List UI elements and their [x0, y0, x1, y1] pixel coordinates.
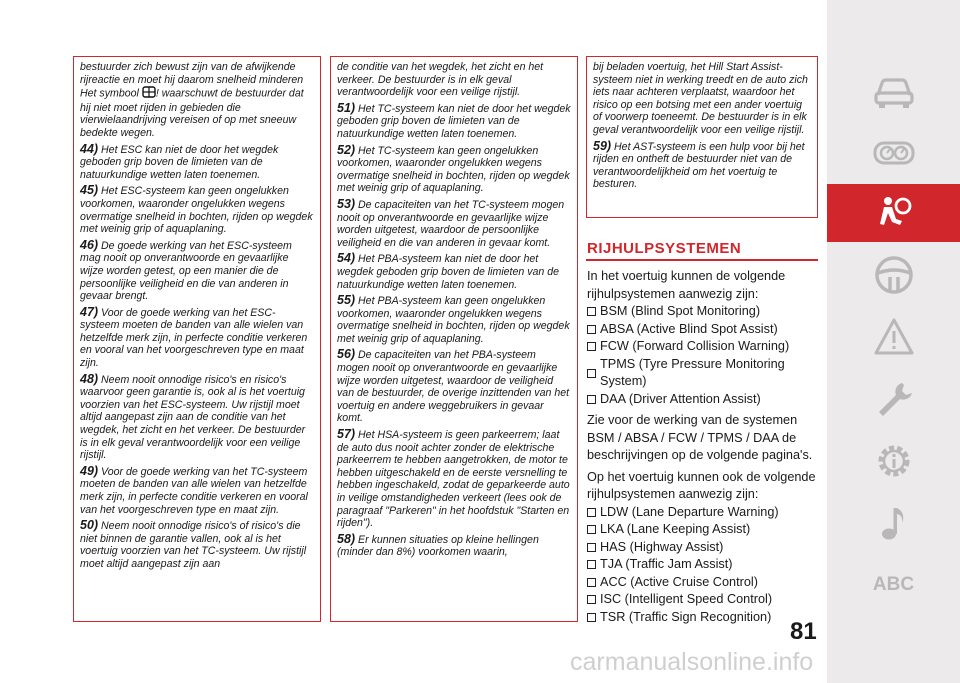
- assist-list-item-label: ABSA (Active Blind Spot Assist): [600, 321, 778, 336]
- four-wheel-drive-symbol-icon: [142, 86, 156, 102]
- note-number: 48): [80, 371, 99, 386]
- assist-list-item-label: LKA (Lane Keeping Assist): [600, 522, 751, 536]
- warning-note: [337, 428, 571, 530]
- assist-list-item: [587, 539, 822, 557]
- bullet-square-icon: [587, 325, 596, 334]
- assist-middle-text: Zie voor de werking van de systemen BSM / ABSA / FCW / TPMS / DAA de beschrijvingen op de volgende pagina's.: [587, 413, 813, 462]
- assist-list-item-label: HAS (Highway Assist): [600, 539, 724, 554]
- warning-box-column-2: [330, 56, 578, 622]
- note-text: Het ESC kan niet de door het wegdek geboden grip boven de limieten van de natuurkundige wetten laten toenemen.: [80, 143, 279, 181]
- airbag-person-icon[interactable]: [827, 188, 960, 238]
- note-number: 49): [80, 463, 99, 478]
- bullet-square-icon: [587, 307, 596, 316]
- assist-list-1: [587, 303, 822, 408]
- col1-intro-text-a: bestuurder zich bewust zijn van de afwijkende rijreactie en moet hij daarom snelheid minderen Het symbool: [80, 61, 304, 100]
- car-icon[interactable]: [827, 66, 960, 116]
- warning-note: [337, 102, 571, 141]
- warning-note: [80, 373, 314, 462]
- note-text: De goede werking van het ESC-systeem mag nooit op onverantwoorde en gevaarlijke wijze worden getest, op een manier die de persoonlijke veiligheid en die van anderen in gevaar brengt.: [80, 239, 292, 303]
- note-text: Neem nooit onnodige risico's en risico's waarvoor geen garantie is, ook al is het voertuig voorzien van het ESC-systeem. Uw rijstijl moet altijd aangepast zijn aan de conditie van het wegdek, het zicht en het verkeer. De bestuurder is in elk geval verantwoordelijk voor een veilige rijstijl.: [80, 373, 306, 462]
- bullet-square-icon: [587, 595, 596, 604]
- bullet-square-icon: [587, 578, 596, 587]
- note-text: Voor de goede werking van het TC-systeem moeten de banden van alle wielen van hetzelfde merk zijn, in perfecte conditie verkeren en vooral van het voorgeschreven type en maat zijn.: [80, 465, 308, 516]
- warning-box-column-1: [73, 56, 321, 622]
- assist-list-item: [587, 391, 822, 409]
- assist-list-item-label: DAA (Driver Attention Assist): [600, 391, 761, 406]
- col3-intro: bij beladen voertuig, het Hill Start Assist-systeem niet in werking treedt en de auto zich iets naar achteren verplaatst, waardoor het risico op een botsing met een ander voertuig of voorwerp toeneemt. De bestuurder is in elk geval verantwoordelijk voor een veilige rijstijl.: [593, 61, 808, 136]
- music-note-icon[interactable]: [827, 498, 960, 548]
- assist-list-item-label: TSR (Traffic Sign Recognition): [600, 609, 772, 624]
- note-number: 44): [80, 141, 99, 156]
- col1-notes: [80, 143, 314, 571]
- bullet-square-icon: [587, 395, 596, 404]
- warning-note: [337, 533, 571, 559]
- assist-list-item: [587, 574, 822, 592]
- assist-section-body: [587, 268, 822, 626]
- steering-wheel-icon[interactable]: [827, 250, 960, 300]
- assist-list-item-label: ACC (Active Cruise Control): [600, 574, 758, 589]
- warning-note: [80, 465, 314, 516]
- bullet-square-icon: [587, 525, 596, 534]
- note-number: 57): [337, 427, 356, 442]
- bullet-square-icon: [587, 342, 596, 351]
- assist-list-item-label: LDW (Lane Departure Warning): [600, 504, 779, 519]
- col1-intro-text-b: waarschuwt de bestuurder dat hij niet moet rijden in gebieden die vierwielaandrijving vereisen of op met sneeuw bedekte wegen.: [80, 87, 304, 139]
- assist-list-item: [587, 521, 822, 539]
- page-number: 81: [790, 618, 817, 645]
- wrench-icon[interactable]: [827, 374, 960, 424]
- note-text: Het HSA-systeem is geen parkeerrem; laat de auto dus nooit achter zonder de elektrische parkeerrem te hebben aangetrokken, de motor te hebben uitgeschakeld en de eerste versnelling te hebben ingeschakeld, zodat de geparkeerde auto in veilige omstandigheden verkeert (lees ook de paragraaf "Parkeren" in het hoofdstuk "Starten en rijden").: [337, 429, 570, 530]
- gear-info-icon[interactable]: [827, 436, 960, 486]
- warning-note: [593, 140, 811, 191]
- assist-list-item: [587, 556, 822, 574]
- assist-intro-2: Op het voertuig kunnen ook de volgende rijhulpsystemen aanwezig zijn:: [587, 469, 816, 501]
- assist-list-2: [587, 504, 822, 627]
- note-number: 51): [337, 100, 356, 115]
- col2-intro: de conditie van het wegdek, het zicht en het verkeer. De bestuurder is in elk geval verantwoordelijk voor een veilige rijstijl.: [337, 61, 544, 99]
- note-number: 53): [337, 196, 356, 211]
- bullet-square-icon: [587, 613, 596, 622]
- note-text: Het AST-systeem is een hulp voor bij het rijden en ontheft de bestuurder niet van de verantwoordelijkheid om het voertuig te besturen.: [593, 140, 805, 191]
- bullet-square-icon: [587, 560, 596, 569]
- note-number: 45): [80, 183, 99, 198]
- note-text: Neem nooit onnodige risico's of risico's die niet binnen de garantie vallen, ook al is het voertuig voorzien van het TC-systeem. Uw rijstijl moet altijd aangepast zijn aan: [80, 520, 307, 570]
- dashboard-gauges-icon[interactable]: [827, 128, 960, 178]
- warning-note: [80, 306, 314, 370]
- note-number: 54): [337, 251, 356, 266]
- assist-list-item: [587, 303, 822, 321]
- note-text: Het PBA-systeem kan niet de door het wegdek geboden grip boven de limieten van de natuurkundige wetten laten toenemen.: [337, 253, 560, 291]
- bullet-square-icon: [587, 508, 596, 517]
- note-number: 50): [80, 518, 99, 533]
- assist-list-item-label: ISC (Intelligent Speed Control): [600, 592, 773, 606]
- col3-notes: [593, 140, 811, 191]
- note-text: Er kunnen situaties op kleine hellingen (minder dan 8%) voorkomen waarin,: [337, 533, 539, 559]
- assist-list-item-label: TPMS (Tyre Pressure Monitoring System): [600, 356, 785, 388]
- note-number: 46): [80, 237, 99, 252]
- warning-note: [337, 294, 571, 345]
- warning-note: [337, 144, 571, 195]
- note-number: 47): [80, 304, 99, 319]
- bullet-square-icon: [587, 543, 596, 552]
- note-number: 58): [337, 531, 356, 546]
- assist-list-item: [587, 338, 822, 356]
- warning-note: [80, 184, 314, 235]
- assist-list-item: [587, 321, 822, 339]
- warning-note: [337, 252, 571, 291]
- note-text: De capaciteiten van het TC-systeem mogen nooit op onverantwoorde en gevaarlijke wijze worden uitgetest, waardoor de persoonlijke veiligheid en die van anderen in gevaar komt.: [337, 198, 565, 249]
- note-number: 59): [593, 138, 612, 153]
- warning-box-column-3: [586, 56, 818, 218]
- note-text: De capaciteiten van het PBA-systeem mogen nooit op onverantwoorde en gevaarlijke wijze worden uitgetest, waardoor de veiligheid van de bestuurder, de overige inzittenden van het voertuig en andere weggebruikers in gevaar komt.: [337, 349, 570, 425]
- note-number: 52): [337, 142, 356, 157]
- note-text: Het PBA-systeem kan geen ongelukken voorkomen, waaronder ongelukken wegens overmatige snelheid in bochten, rijden op wegdek met weinig grip of aquaplaning.: [337, 295, 570, 345]
- warning-note: [337, 348, 571, 425]
- note-text: Het TC-systeem kan niet de door het wegdek geboden grip boven de limieten van de natuurkundige wetten laten toenemen.: [337, 102, 571, 140]
- assist-list-item-label: TJA (Traffic Jam Assist): [600, 557, 733, 571]
- note-text: Het ESC-systeem kan geen ongelukken voorkomen, waaronder ongelukken wegens overmatige snelheid in bochten, rijden op wegdek met weinig grip of aquaplaning.: [80, 185, 313, 236]
- note-text: Voor de goede werking van het ESC-systeem moeten de banden van alle wielen van hetzelfde merk zijn, in perfecte conditie verkeren en vooral van het voorgeschreven type en maat zijn.: [80, 306, 308, 370]
- abc-index-label: ABC: [872, 574, 915, 595]
- col1-intro: bestuurder zich bewust zijn van de afwijkende rijreactie en moet hij daarom snelheid minderen Het symbool ! waarschuwt de bestuurder dat hij niet moet rijden in gebieden die vierwielaandrijving vereisen of op met sneeuw bedekte wegen.: [80, 61, 304, 139]
- abc-index-icon[interactable]: [827, 560, 960, 610]
- warning-note: [80, 143, 314, 182]
- assist-list-item: [587, 591, 822, 609]
- col2-notes: [337, 102, 571, 559]
- watermark: carmanualsonline.info: [570, 648, 814, 676]
- assist-list-item: [587, 356, 822, 391]
- note-number: 55): [337, 293, 356, 308]
- warning-note: [80, 239, 314, 303]
- assist-list-item: [587, 504, 822, 522]
- warning-note: [337, 198, 571, 249]
- warning-note: [80, 519, 314, 570]
- warning-triangle-icon[interactable]: [827, 312, 960, 362]
- section-title: RIJHULPSYSTEMEN: [587, 240, 742, 257]
- assist-list-item-label: FCW (Forward Collision Warning): [600, 339, 790, 353]
- assist-list-item-label: BSM (Blind Spot Monitoring): [600, 304, 761, 318]
- bullet-square-icon: [587, 369, 596, 378]
- section-divider: [586, 259, 818, 261]
- assist-intro: In het voertuig kunnen de volgende rijhulpsystemen aanwezig zijn:: [587, 269, 786, 301]
- note-number: 56): [337, 347, 356, 362]
- note-text: Het TC-systeem kan geen ongelukken voorkomen, waaronder ongelukken wegens overmatige snelheid in bochten, rijden op wegdek met weinig grip of aquaplaning.: [337, 144, 570, 195]
- assist-list-item: [587, 609, 822, 627]
